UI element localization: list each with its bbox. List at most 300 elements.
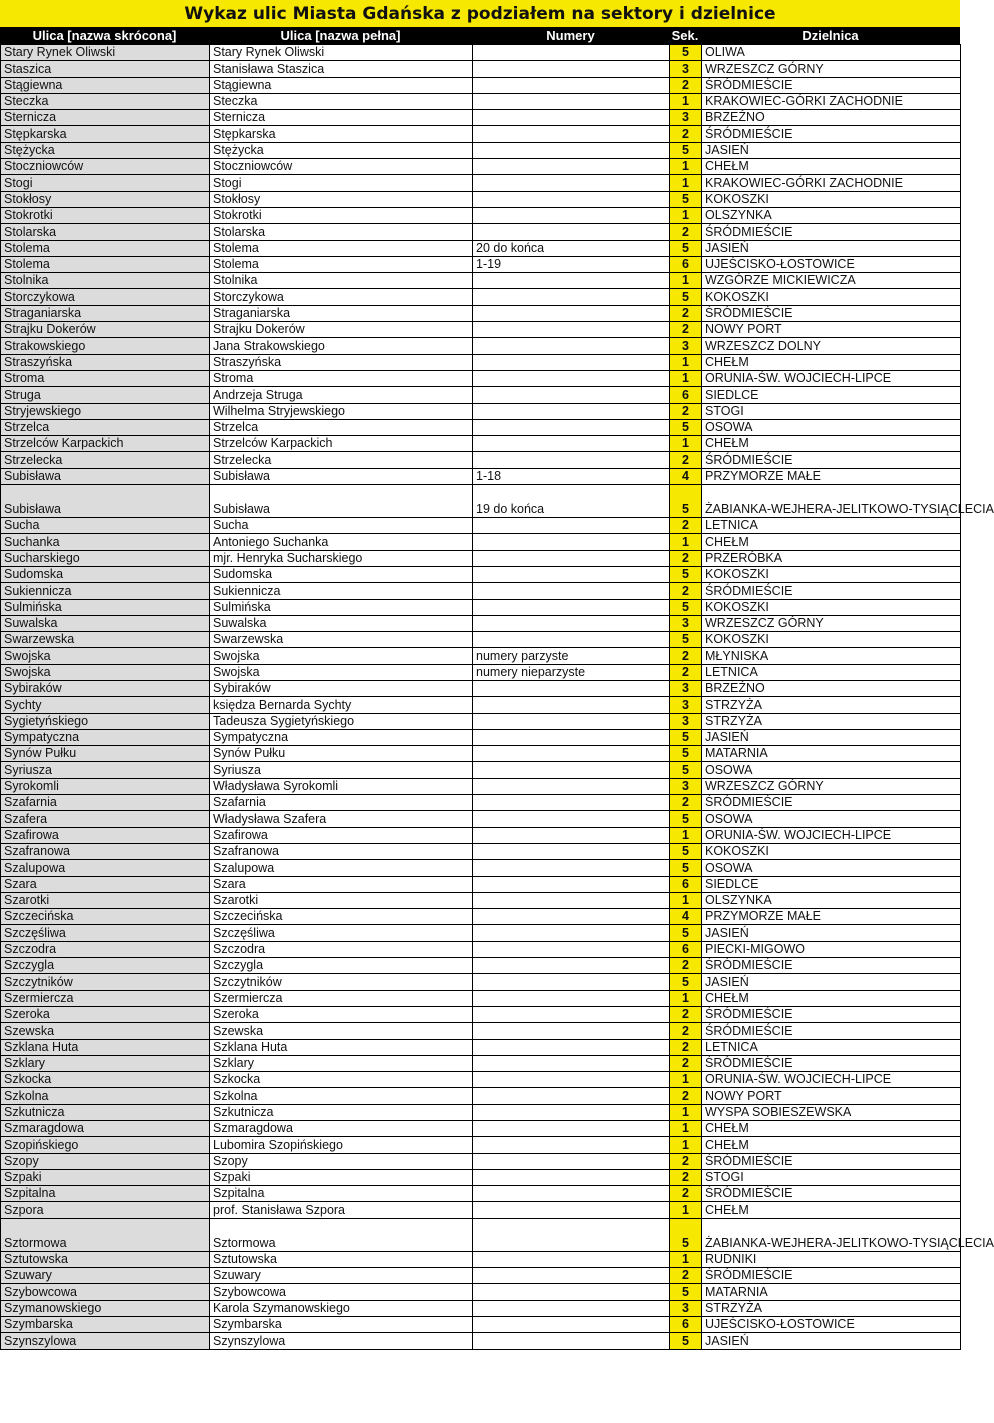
sector-number: 2 <box>670 1088 702 1104</box>
street-short-name: Szara <box>1 876 210 892</box>
district-name: OSOWA <box>702 811 961 827</box>
street-short-name: Suchanka <box>1 534 210 550</box>
sector-number: 2 <box>670 795 702 811</box>
street-short-name: Syriusza <box>1 762 210 778</box>
street-short-name: Szczecińska <box>1 909 210 925</box>
sector-number: 1 <box>670 1121 702 1137</box>
street-short-name: Subisława <box>1 485 210 518</box>
header-short-name: Ulica [nazwa skrócona] <box>32 28 177 43</box>
table-row <box>1 1316 961 1332</box>
table-row <box>1 387 961 403</box>
header-district: Dzielnica <box>802 28 859 43</box>
district-name: PRZYMORZE MAŁE <box>702 468 961 484</box>
district-name: STRZYŻA <box>702 1300 961 1316</box>
district-name: SIEDLCE <box>702 876 961 892</box>
street-short-name: Swojska <box>1 664 210 680</box>
sector-number: 2 <box>670 958 702 974</box>
house-numbers <box>473 191 670 207</box>
street-full-name: Szymbarska <box>210 1316 473 1332</box>
table-row <box>1 583 961 599</box>
street-full-name: Stoczniowców <box>210 159 473 175</box>
sector-number: 5 <box>670 240 702 256</box>
sector-number: 1 <box>670 370 702 386</box>
district-name: MŁYNISKA <box>702 648 961 664</box>
sector-number: 5 <box>670 729 702 745</box>
street-full-name: Strzelecka <box>210 452 473 468</box>
street-short-name: Szczytników <box>1 974 210 990</box>
sector-number: 3 <box>670 61 702 77</box>
table-row <box>1 142 961 158</box>
table-row <box>1 795 961 811</box>
house-numbers <box>473 45 670 61</box>
sector-number: 2 <box>670 648 702 664</box>
district-name: CHEŁM <box>702 159 961 175</box>
street-short-name: Suwalska <box>1 615 210 631</box>
street-short-name: Szymbarska <box>1 1316 210 1332</box>
house-numbers <box>473 305 670 321</box>
sector-number: 6 <box>670 1316 702 1332</box>
house-numbers: 20 do końca <box>473 240 670 256</box>
sector-number: 1 <box>670 892 702 908</box>
street-short-name: Stary Rynek Oliwski <box>1 45 210 61</box>
house-numbers <box>473 632 670 648</box>
sector-number: 6 <box>670 387 702 403</box>
street-short-name: Sulmińska <box>1 599 210 615</box>
table-row <box>1 827 961 843</box>
house-numbers <box>473 843 670 859</box>
district-name: KRAKOWIEC-GÓRKI ZACHODNIE <box>702 175 961 191</box>
table-row <box>1 45 961 61</box>
district-name: BRZEŹNO <box>702 680 961 696</box>
district-name: LETNICA <box>702 1039 961 1055</box>
street-short-name: Szkocka <box>1 1072 210 1088</box>
sector-number: 1 <box>670 827 702 843</box>
table-row <box>1 485 961 518</box>
sector-number: 3 <box>670 680 702 696</box>
street-full-name: Szkolna <box>210 1088 473 1104</box>
street-short-name: Stolarska <box>1 224 210 240</box>
street-short-name: Sympatyczna <box>1 729 210 745</box>
street-full-name: Wilhelma Stryjewskiego <box>210 403 473 419</box>
street-short-name: Swarzewska <box>1 632 210 648</box>
district-name: STRZYŻA <box>702 697 961 713</box>
table-row <box>1 909 961 925</box>
street-short-name: Szewska <box>1 1023 210 1039</box>
table-row <box>1 1137 961 1153</box>
street-full-name: Sulmińska <box>210 599 473 615</box>
house-numbers <box>473 1006 670 1022</box>
district-name: UJEŚCISKO-ŁOSTOWICE <box>702 256 961 272</box>
district-name: CHEŁM <box>702 354 961 370</box>
street-short-name: Szalupowa <box>1 860 210 876</box>
district-name: KOKOSZKI <box>702 632 961 648</box>
table-row <box>1 1023 961 1039</box>
house-numbers <box>473 93 670 109</box>
table-row <box>1 207 961 223</box>
sector-number: 5 <box>670 1333 702 1349</box>
house-numbers <box>473 990 670 1006</box>
street-short-name: Straszyńska <box>1 354 210 370</box>
house-numbers <box>473 811 670 827</box>
table-row <box>1 632 961 648</box>
sector-number: 3 <box>670 338 702 354</box>
table-row <box>1 990 961 1006</box>
street-full-name: Sybiraków <box>210 680 473 696</box>
table-row <box>1 1169 961 1185</box>
house-numbers: numery nieparzyste <box>473 664 670 680</box>
street-short-name: Stężycka <box>1 142 210 158</box>
district-name: ORUNIA-ŚW. WOJCIECH-LIPCE <box>702 370 961 386</box>
district-name: STOGI <box>702 403 961 419</box>
street-short-name: Szarotki <box>1 892 210 908</box>
street-short-name: Szpora <box>1 1202 210 1218</box>
table-row <box>1 1088 961 1104</box>
street-short-name: Szpaki <box>1 1169 210 1185</box>
house-numbers <box>473 909 670 925</box>
table-row <box>1 860 961 876</box>
house-numbers <box>473 126 670 142</box>
table-row <box>1 273 961 289</box>
table-row <box>1 224 961 240</box>
table-row <box>1 61 961 77</box>
sector-number: 2 <box>670 1023 702 1039</box>
district-name: CHEŁM <box>702 534 961 550</box>
street-short-name: Steczka <box>1 93 210 109</box>
street-full-name: Szafarnia <box>210 795 473 811</box>
sector-number: 6 <box>670 876 702 892</box>
house-numbers <box>473 615 670 631</box>
house-numbers <box>473 419 670 435</box>
sector-number: 3 <box>670 615 702 631</box>
sector-number: 1 <box>670 1251 702 1267</box>
sector-number: 5 <box>670 566 702 582</box>
district-name: ORUNIA-ŚW. WOJCIECH-LIPCE <box>702 1072 961 1088</box>
house-numbers <box>473 566 670 582</box>
street-full-name: Stolarska <box>210 224 473 240</box>
table-row <box>1 566 961 582</box>
house-numbers <box>473 322 670 338</box>
street-full-name: Stokłosy <box>210 191 473 207</box>
house-numbers <box>473 550 670 566</box>
street-full-name: Stolema <box>210 256 473 272</box>
house-numbers: numery parzyste <box>473 648 670 664</box>
header-sector: Sek. <box>671 28 699 43</box>
street-full-name: Swojska <box>210 648 473 664</box>
table-row <box>1 159 961 175</box>
house-numbers <box>473 795 670 811</box>
district-name: ŚRÓDMIEŚCIE <box>702 1006 961 1022</box>
street-short-name: Stryjewskiego <box>1 403 210 419</box>
house-numbers <box>473 1268 670 1284</box>
sector-number: 5 <box>670 1218 702 1251</box>
table-row <box>1 110 961 126</box>
street-full-name: Szafranowa <box>210 843 473 859</box>
district-name: ŚRÓDMIEŚCIE <box>702 1023 961 1039</box>
street-short-name: Szkutnicza <box>1 1104 210 1120</box>
street-full-name: Szkocka <box>210 1072 473 1088</box>
street-short-name: Storczykowa <box>1 289 210 305</box>
table-row <box>1 1186 961 1202</box>
sector-number: 2 <box>670 1153 702 1169</box>
district-name: JASIEŃ <box>702 142 961 158</box>
street-short-name: Struga <box>1 387 210 403</box>
street-short-name: Strakowskiego <box>1 338 210 354</box>
sector-number: 1 <box>670 1104 702 1120</box>
street-full-name: Suwalska <box>210 615 473 631</box>
street-short-name: Szczodra <box>1 941 210 957</box>
house-numbers <box>473 746 670 762</box>
district-name: LETNICA <box>702 664 961 680</box>
street-short-name: Stogi <box>1 175 210 191</box>
table-row <box>1 843 961 859</box>
table-row <box>1 615 961 631</box>
street-full-name: Sudomska <box>210 566 473 582</box>
district-name: ŚRÓDMIEŚCIE <box>702 305 961 321</box>
sector-number: 3 <box>670 778 702 794</box>
table-row <box>1 468 961 484</box>
street-full-name: Szuwary <box>210 1268 473 1284</box>
street-full-name: Storczykowa <box>210 289 473 305</box>
street-full-name: Władysława Szafera <box>210 811 473 827</box>
header-full-name: Ulica [nazwa pełna] <box>280 28 401 43</box>
street-full-name: Szklana Huta <box>210 1039 473 1055</box>
house-numbers <box>473 1072 670 1088</box>
house-numbers <box>473 1218 670 1251</box>
house-numbers <box>473 1088 670 1104</box>
table-row <box>1 403 961 419</box>
sector-number: 2 <box>670 126 702 142</box>
sector-number: 2 <box>670 518 702 534</box>
street-short-name: Szopińskiego <box>1 1137 210 1153</box>
sector-number: 6 <box>670 256 702 272</box>
street-short-name: Syrokomli <box>1 778 210 794</box>
house-numbers <box>473 289 670 305</box>
house-numbers <box>473 224 670 240</box>
street-full-name: Steczka <box>210 93 473 109</box>
sector-number: 1 <box>670 273 702 289</box>
district-name: CHEŁM <box>702 436 961 452</box>
table-row <box>1 876 961 892</box>
sector-number: 5 <box>670 142 702 158</box>
street-short-name: Strajku Dokerów <box>1 322 210 338</box>
house-numbers <box>473 1300 670 1316</box>
sector-number: 1 <box>670 159 702 175</box>
house-numbers <box>473 599 670 615</box>
street-full-name: Stępkarska <box>210 126 473 142</box>
table-row <box>1 1300 961 1316</box>
district-name: BRZEŹNO <box>702 110 961 126</box>
sector-number: 4 <box>670 468 702 484</box>
table-row <box>1 746 961 762</box>
street-short-name: Szklana Huta <box>1 1039 210 1055</box>
table-row <box>1 93 961 109</box>
district-name: JASIEŃ <box>702 240 961 256</box>
district-name: STOGI <box>702 1169 961 1185</box>
header-numbers: Numery <box>546 28 595 43</box>
house-numbers <box>473 273 670 289</box>
sector-number: 2 <box>670 1169 702 1185</box>
table-row <box>1 322 961 338</box>
district-name: SIEDLCE <box>702 387 961 403</box>
sector-number: 4 <box>670 909 702 925</box>
table-row <box>1 354 961 370</box>
street-full-name: Jana Strakowskiego <box>210 338 473 354</box>
street-short-name: Szynszylowa <box>1 1333 210 1349</box>
table-row <box>1 664 961 680</box>
house-numbers <box>473 534 670 550</box>
street-short-name: Sybiraków <box>1 680 210 696</box>
house-numbers <box>473 958 670 974</box>
sector-number: 1 <box>670 175 702 191</box>
district-name: KOKOSZKI <box>702 566 961 582</box>
street-full-name: Szmaragdowa <box>210 1121 473 1137</box>
sector-number: 5 <box>670 925 702 941</box>
sector-number: 2 <box>670 452 702 468</box>
sector-number: 2 <box>670 664 702 680</box>
street-full-name: Szkutnicza <box>210 1104 473 1120</box>
sector-number: 1 <box>670 1072 702 1088</box>
sector-number: 1 <box>670 534 702 550</box>
house-numbers <box>473 354 670 370</box>
house-numbers <box>473 713 670 729</box>
street-short-name: Sychty <box>1 697 210 713</box>
district-name: JASIEŃ <box>702 729 961 745</box>
street-short-name: Subisława <box>1 468 210 484</box>
street-full-name: Stolema <box>210 240 473 256</box>
street-full-name: Szermiercza <box>210 990 473 1006</box>
house-numbers: 19 do końca <box>473 485 670 518</box>
street-short-name: Straganiarska <box>1 305 210 321</box>
street-short-name: Sztormowa <box>1 1218 210 1251</box>
district-name: ŚRÓDMIEŚCIE <box>702 583 961 599</box>
street-full-name: Szpaki <box>210 1169 473 1185</box>
table-row <box>1 1251 961 1267</box>
house-numbers <box>473 697 670 713</box>
street-full-name: Szczecińska <box>210 909 473 925</box>
sector-number: 2 <box>670 1055 702 1071</box>
street-full-name: Karola Szymanowskiego <box>210 1300 473 1316</box>
house-numbers <box>473 941 670 957</box>
street-short-name: Stągiewna <box>1 77 210 93</box>
table-row <box>1 175 961 191</box>
street-full-name: Szczytników <box>210 974 473 990</box>
street-short-name: Szmaragdowa <box>1 1121 210 1137</box>
district-name: ORUNIA-ŚW. WOJCIECH-LIPCE <box>702 827 961 843</box>
district-name: STRZYŻA <box>702 713 961 729</box>
street-full-name: Stanisława Staszica <box>210 61 473 77</box>
table-row <box>1 77 961 93</box>
street-short-name: Szczygla <box>1 958 210 974</box>
table-row <box>1 599 961 615</box>
house-numbers <box>473 778 670 794</box>
street-short-name: Szafranowa <box>1 843 210 859</box>
sector-number: 5 <box>670 419 702 435</box>
district-name: WYSPA SOBIESZEWSKA <box>702 1104 961 1120</box>
district-name: MATARNIA <box>702 1284 961 1300</box>
district-name: KOKOSZKI <box>702 599 961 615</box>
district-name: WRZESZCZ DOLNY <box>702 338 961 354</box>
house-numbers <box>473 159 670 175</box>
house-numbers <box>473 729 670 745</box>
table-row <box>1 1284 961 1300</box>
sector-number: 1 <box>670 436 702 452</box>
district-name: MATARNIA <box>702 746 961 762</box>
sector-number: 1 <box>670 207 702 223</box>
street-full-name: Synów Pułku <box>210 746 473 762</box>
table-row <box>1 289 961 305</box>
table-row <box>1 550 961 566</box>
house-numbers: 1-19 <box>473 256 670 272</box>
house-numbers <box>473 142 670 158</box>
street-short-name: Szeroka <box>1 1006 210 1022</box>
house-numbers <box>473 403 670 419</box>
house-numbers <box>473 1316 670 1332</box>
district-name: OLSZYNKA <box>702 207 961 223</box>
table-row <box>1 1039 961 1055</box>
sector-number: 2 <box>670 322 702 338</box>
sector-number: 5 <box>670 1284 702 1300</box>
street-short-name: Stroma <box>1 370 210 386</box>
street-full-name: Stolnika <box>210 273 473 289</box>
house-numbers <box>473 876 670 892</box>
street-short-name: Stolema <box>1 256 210 272</box>
street-short-name: Staszica <box>1 61 210 77</box>
street-full-name: Sympatyczna <box>210 729 473 745</box>
street-full-name: Straszyńska <box>210 354 473 370</box>
district-name: ŻABIANKA-WEJHERA-JELITKOWO-TYSIĄCLECIA <box>702 1218 961 1251</box>
district-name: PRZERÓBKA <box>702 550 961 566</box>
house-numbers <box>473 1104 670 1120</box>
district-name: ŚRÓDMIEŚCIE <box>702 452 961 468</box>
table-row <box>1 1202 961 1218</box>
street-full-name: Andrzeja Struga <box>210 387 473 403</box>
house-numbers: 1-18 <box>473 468 670 484</box>
house-numbers <box>473 762 670 778</box>
district-name: ŚRÓDMIEŚCIE <box>702 224 961 240</box>
street-short-name: Stokrotki <box>1 207 210 223</box>
street-short-name: Sternicza <box>1 110 210 126</box>
street-full-name: Sztutowska <box>210 1251 473 1267</box>
house-numbers <box>473 1169 670 1185</box>
street-full-name: Lubomira Szopińskiego <box>210 1137 473 1153</box>
sector-number: 5 <box>670 191 702 207</box>
district-name: JASIEŃ <box>702 974 961 990</box>
district-name: ŚRÓDMIEŚCIE <box>702 958 961 974</box>
house-numbers <box>473 61 670 77</box>
street-short-name: Szopy <box>1 1153 210 1169</box>
sector-number: 5 <box>670 843 702 859</box>
house-numbers <box>473 925 670 941</box>
sector-number: 5 <box>670 762 702 778</box>
district-name: CHEŁM <box>702 1121 961 1137</box>
sector-number: 5 <box>670 289 702 305</box>
street-short-name: Szczęśliwa <box>1 925 210 941</box>
district-name: PRZYMORZE MAŁE <box>702 909 961 925</box>
street-full-name: Szybowcowa <box>210 1284 473 1300</box>
house-numbers <box>473 1137 670 1153</box>
table-row <box>1 1072 961 1088</box>
table-row <box>1 713 961 729</box>
house-numbers <box>473 452 670 468</box>
house-numbers <box>473 110 670 126</box>
table-row <box>1 811 961 827</box>
street-full-name: Strzelców Karpackich <box>210 436 473 452</box>
street-short-name: Szklary <box>1 1055 210 1071</box>
district-name: ŚRÓDMIEŚCIE <box>702 1268 961 1284</box>
district-name: ŚRÓDMIEŚCIE <box>702 1153 961 1169</box>
table-row <box>1 370 961 386</box>
table-row <box>1 191 961 207</box>
